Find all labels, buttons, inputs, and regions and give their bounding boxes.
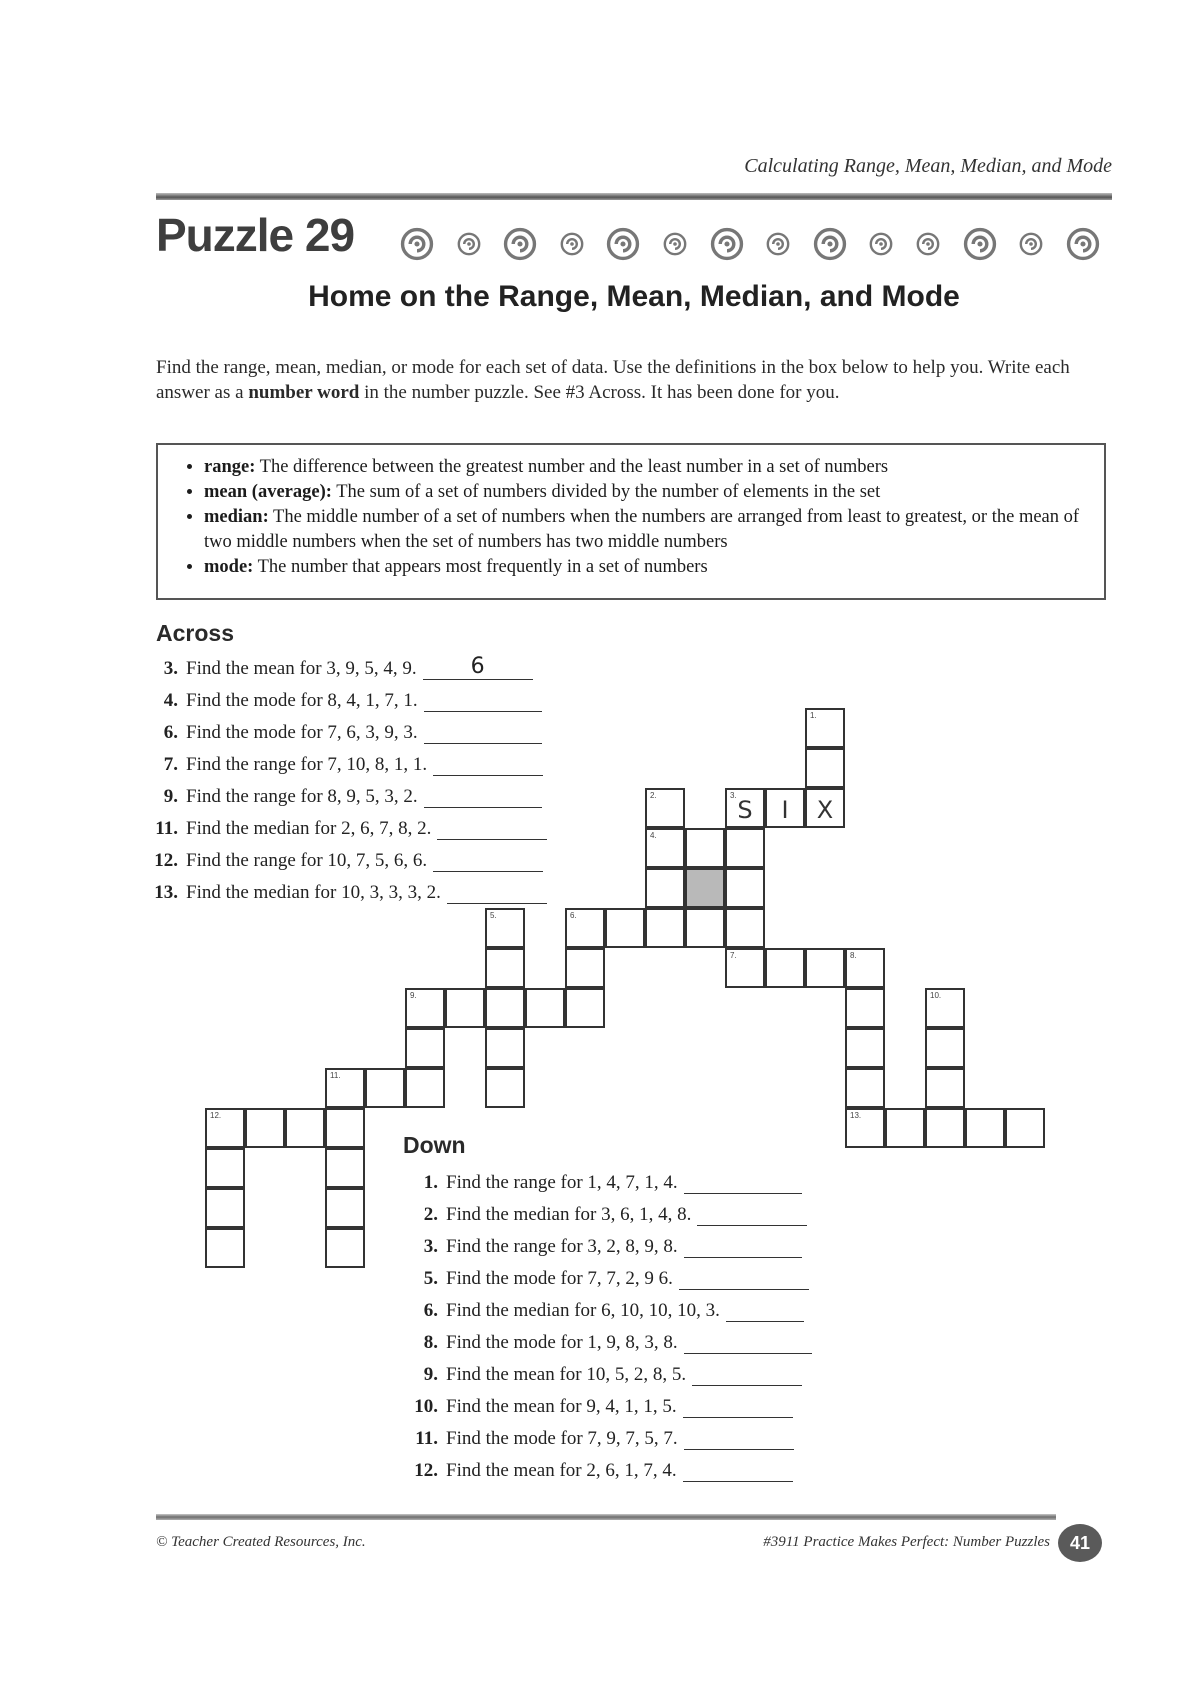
grid-cell[interactable] xyxy=(805,948,845,988)
cell-letter: I xyxy=(781,796,789,824)
top-rule xyxy=(156,193,1112,200)
down-clue-5: 5. Find the mode for 7, 7, 2, 9 6. xyxy=(410,1268,809,1290)
grid-cell[interactable] xyxy=(725,788,765,828)
grid-cell[interactable] xyxy=(645,868,685,908)
answer-blank[interactable] xyxy=(683,1461,793,1482)
clue-number: 10. xyxy=(930,991,942,1000)
grid-cell[interactable] xyxy=(685,828,725,868)
down-clue-6: 6. Find the median for 6, 10, 10, 10, 3. xyxy=(410,1300,804,1322)
answer-blank[interactable] xyxy=(684,1237,802,1258)
grid-cell[interactable] xyxy=(725,908,765,948)
grid-cell[interactable] xyxy=(565,948,605,988)
swirl-icon xyxy=(560,232,584,256)
down-clue-11: 11. Find the mode for 7, 9, 7, 5, 7. xyxy=(410,1428,794,1450)
grid-cell[interactable] xyxy=(325,1148,365,1188)
grid-cell[interactable] xyxy=(205,1148,245,1188)
clue-number: 9. xyxy=(410,991,417,1000)
down-clue-10: 10. Find the mean for 9, 4, 1, 1, 5. xyxy=(410,1396,793,1418)
clue-number: 11. xyxy=(330,1071,341,1080)
clue-number: 6. xyxy=(570,911,577,920)
down-clue-9: 9. Find the mean for 10, 5, 2, 8, 5. xyxy=(410,1364,802,1386)
swirl-icon xyxy=(457,232,481,256)
grid-cell[interactable] xyxy=(205,1228,245,1268)
grid-cell[interactable] xyxy=(365,1068,405,1108)
instructions xyxy=(156,355,1086,405)
across-clue-11: 11. Find the median for 2, 6, 7, 8, 2. xyxy=(150,818,547,840)
grid-cell[interactable] xyxy=(765,948,805,988)
grid-cell[interactable] xyxy=(805,788,845,828)
swirl-icon xyxy=(710,227,744,261)
grid-cell[interactable] xyxy=(445,988,485,1028)
answer-blank[interactable] xyxy=(684,1429,794,1450)
bottom-rule xyxy=(156,1514,1056,1520)
grid-cell[interactable] xyxy=(325,1108,365,1148)
across-clue-7: 7. Find the range for 7, 10, 8, 1, 1. xyxy=(150,754,543,776)
grid-cell[interactable] xyxy=(725,868,765,908)
grid-cell[interactable] xyxy=(805,708,845,748)
grid-cell[interactable] xyxy=(565,988,605,1028)
grid-cell[interactable] xyxy=(645,908,685,948)
grid-cell[interactable] xyxy=(525,988,565,1028)
grid-cell[interactable] xyxy=(965,1108,1005,1148)
swirl-icon xyxy=(813,227,847,261)
instructions-part2: in the number puzzle. See #3 Across. It has been done for you. xyxy=(359,382,840,403)
grid-cell[interactable] xyxy=(405,988,445,1028)
swirl-icon xyxy=(963,227,997,261)
clue-number: 8. xyxy=(850,951,857,960)
clue-number: 13. xyxy=(850,1111,862,1120)
grid-cell[interactable] xyxy=(205,1188,245,1228)
swirl-icon xyxy=(869,232,893,256)
swirl-icon xyxy=(400,227,434,261)
swirl-icon xyxy=(663,232,687,256)
down-heading: Down xyxy=(403,1132,466,1158)
answer-blank[interactable] xyxy=(424,723,542,744)
grid-cell[interactable] xyxy=(765,788,805,828)
answer-blank[interactable] xyxy=(437,819,547,840)
answer-blank[interactable] xyxy=(424,787,542,808)
across-clue-6: 6. Find the mode for 7, 6, 3, 9, 3. xyxy=(150,722,542,744)
across-clue-3: 3. Find the mean for 3, 9, 5, 4, 9. 6 xyxy=(150,658,533,680)
swirl-icon xyxy=(766,232,790,256)
across-clue-9: 9. Find the range for 8, 9, 5, 3, 2. xyxy=(150,786,542,808)
swirl-icon xyxy=(606,227,640,261)
grid-cell[interactable] xyxy=(485,908,525,948)
footer-copyright: © Teacher Created Resources, Inc. xyxy=(156,1534,366,1550)
instructions-bold: number word xyxy=(248,382,360,403)
grid-cell[interactable] xyxy=(805,748,845,788)
swirl-icon xyxy=(503,227,537,261)
definitions-box xyxy=(156,443,1106,600)
instructions-part1: Find the range, mean, median, or mode for each set of data. Use the definitions in the box below to help you. Write each answer as a xyxy=(156,357,1070,403)
answer-blank[interactable] xyxy=(679,1269,809,1290)
answer-blank[interactable] xyxy=(683,1397,793,1418)
answer-blank[interactable] xyxy=(424,691,542,712)
grid-cell[interactable] xyxy=(205,1108,245,1148)
grid-cell[interactable] xyxy=(925,1028,965,1068)
grid-cell[interactable] xyxy=(925,1108,965,1148)
swirl-decoration xyxy=(400,222,1100,266)
swirl-icon xyxy=(1066,227,1100,261)
grid-cell[interactable] xyxy=(405,1068,445,1108)
definition-item: • median: The middle number of a set of numbers when the numbers are arranged from least to greatest, or the mean of two middle numbers when the set of numbers has two middle numbers xyxy=(204,505,1084,555)
grid-cell[interactable] xyxy=(845,1028,885,1068)
topic-header: Calculating Range, Mean, Median, and Mode xyxy=(744,155,1112,177)
page-number-badge: 41 xyxy=(1058,1524,1102,1562)
down-clue-2: 2. Find the median for 3, 6, 1, 4, 8. xyxy=(410,1204,807,1226)
grid-cell[interactable] xyxy=(565,908,605,948)
grid-cell[interactable] xyxy=(1005,1108,1045,1148)
swirl-icon xyxy=(1019,232,1043,256)
grid-cell[interactable] xyxy=(645,828,685,868)
shaded-cell xyxy=(685,868,725,908)
cell-letter: X xyxy=(816,796,834,824)
across-clue-4: 4. Find the mode for 8, 4, 1, 7, 1. xyxy=(150,690,542,712)
answer-blank[interactable] xyxy=(433,851,543,872)
grid-cell[interactable] xyxy=(325,1228,365,1268)
grid-cell[interactable] xyxy=(325,1188,365,1228)
grid-cell[interactable] xyxy=(885,1108,925,1148)
across-clue-12: 12. Find the range for 10, 7, 5, 6, 6. xyxy=(150,850,543,872)
grid-cell[interactable] xyxy=(485,1028,525,1068)
down-clue-8: 8. Find the mode for 1, 9, 8, 3, 8. xyxy=(410,1332,812,1354)
clue-number: 5. xyxy=(490,911,497,920)
grid-cell[interactable] xyxy=(685,908,725,948)
grid-cell[interactable] xyxy=(245,1108,285,1148)
definition-item: • range: The difference between the greatest number and the least number in a set of numbers xyxy=(204,455,1084,480)
footer-book-title: #3911 Practice Makes Perfect: Number Puzzles xyxy=(763,1534,1050,1550)
clue-number: 4. xyxy=(650,831,657,840)
grid-cell[interactable] xyxy=(725,948,765,988)
clue-number: 2. xyxy=(650,791,657,800)
clue-number: 1. xyxy=(810,711,817,720)
grid-cell[interactable] xyxy=(845,988,885,1028)
answer-blank[interactable] xyxy=(684,1173,802,1194)
grid-cell[interactable] xyxy=(645,788,685,828)
grid-cell[interactable] xyxy=(485,948,525,988)
puzzle-label: Puzzle 29 xyxy=(156,209,355,261)
clue-number: 12. xyxy=(210,1111,222,1120)
down-clue-3: 3. Find the range for 3, 2, 8, 9, 8. xyxy=(410,1236,802,1258)
grid-cell[interactable] xyxy=(485,1068,525,1108)
grid-cell[interactable] xyxy=(845,1068,885,1108)
definition-item: • mean (average): The sum of a set of numbers divided by the number of elements in the set xyxy=(204,480,1084,505)
across-heading: Across xyxy=(156,620,234,646)
answer-blank[interactable]: 6 xyxy=(423,659,533,680)
answer-blank[interactable] xyxy=(697,1205,807,1226)
answer-blank[interactable] xyxy=(692,1365,802,1386)
across-clue-13: 13. Find the median for 10, 3, 3, 3, 2. xyxy=(150,882,547,904)
grid-cell[interactable] xyxy=(725,828,765,868)
grid-cell[interactable] xyxy=(325,1068,365,1108)
grid-cell[interactable] xyxy=(925,1068,965,1108)
grid-cell[interactable] xyxy=(285,1108,325,1148)
down-clue-1: 1. Find the range for 1, 4, 7, 1, 4. xyxy=(410,1172,802,1194)
clue-number: 3. xyxy=(730,791,737,800)
answer-blank[interactable] xyxy=(447,883,547,904)
swirl-icon xyxy=(916,232,940,256)
grid-cell[interactable] xyxy=(405,1028,445,1068)
page-title: Home on the Range, Mean, Median, and Mode xyxy=(308,280,960,313)
answer-blank[interactable] xyxy=(684,1333,812,1354)
grid-cell[interactable] xyxy=(605,908,645,948)
cell-letter: S xyxy=(737,796,753,824)
grid-cell[interactable] xyxy=(845,1108,885,1148)
grid-cell[interactable] xyxy=(925,988,965,1028)
down-clue-12: 12. Find the mean for 2, 6, 1, 7, 4. xyxy=(410,1460,793,1482)
definition-item: • mode: The number that appears most frequently in a set of numbers xyxy=(204,555,1084,580)
answer-blank[interactable] xyxy=(726,1301,804,1322)
grid-cell[interactable] xyxy=(485,988,525,1028)
clue-number: 7. xyxy=(730,951,737,960)
answer-blank[interactable] xyxy=(433,755,543,776)
grid-cell[interactable] xyxy=(845,948,885,988)
